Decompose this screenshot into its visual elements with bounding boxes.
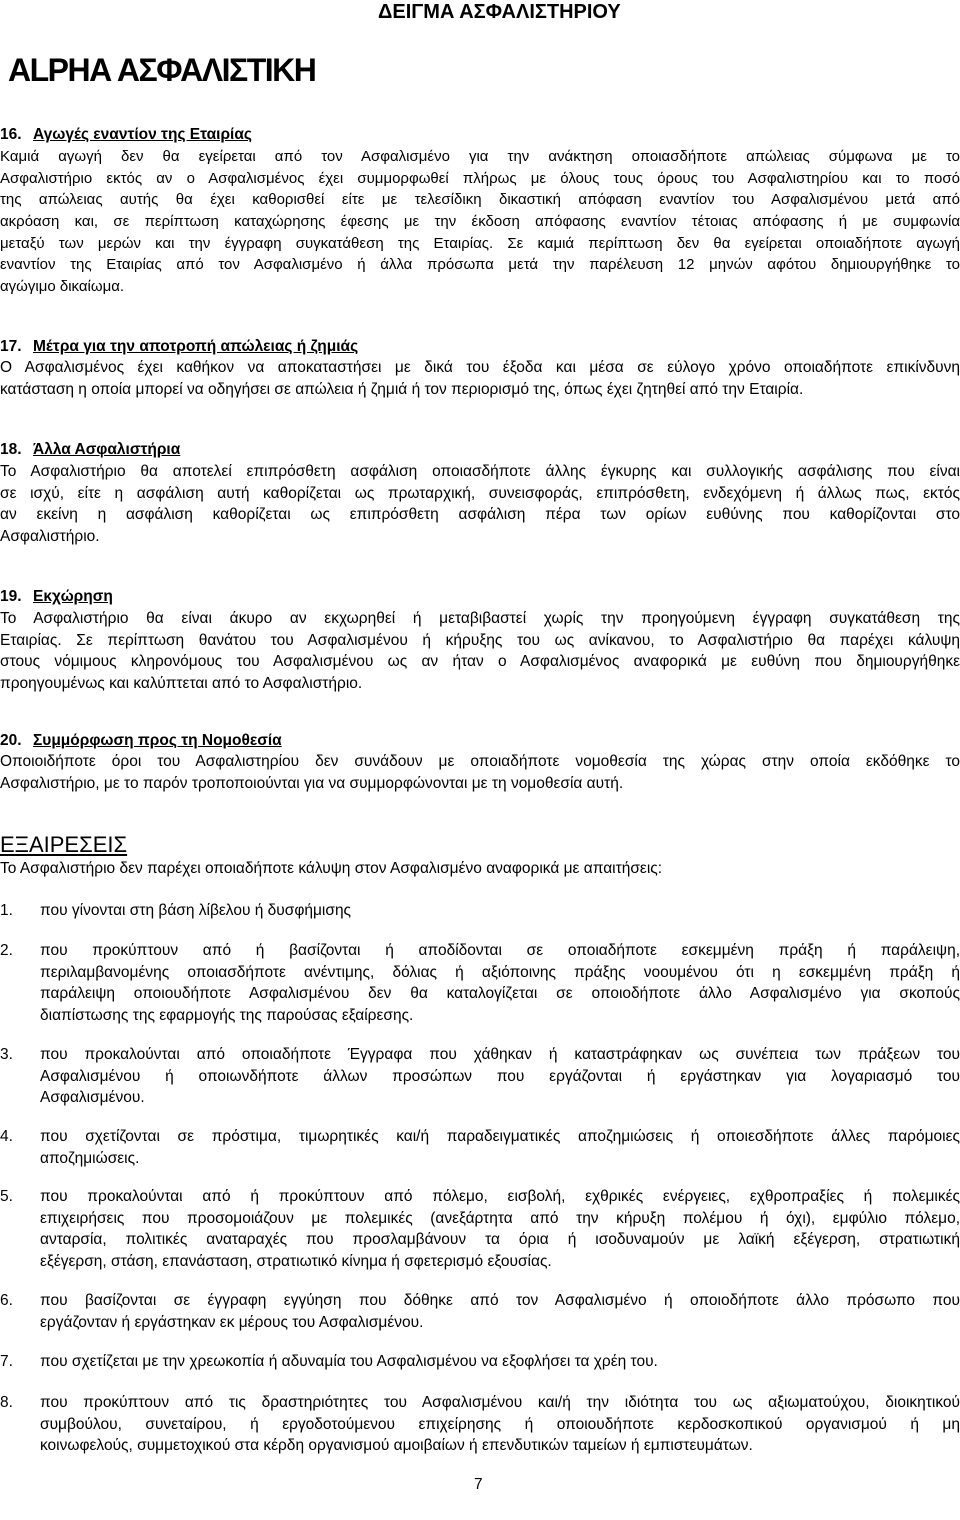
section-title: Μέτρα για την αποτροπή απώλειας ή ζημιάς	[33, 338, 359, 355]
exclusion-item	[0, 900, 960, 922]
paragraph-line: σε ισχύ, είτε η ασφάλιση αυτή καθορίζεται ως πρωταρχική, συνεισφοράς, επιπρόσθετη, ενδεχόμενη ή άλλως πως, εκτός	[0, 484, 960, 502]
item-line: που προκύπτουν από ή βασίζονται ή αποδίδονται σε οποιαδήποτε εσκεμμένη πράξη ή παράλειψη,	[40, 942, 960, 959]
item-line: που προκαλούνται από ή προκύπτουν από πόλεμο, εισβολή, εχθρικές ενέργειες, εχθροπραξίες ή πολεμικές	[40, 1188, 960, 1205]
company-logo: ALPHA ΑΣΦΑΛΙΣΤΙΚΗ	[8, 52, 316, 88]
item-line: αποζημιώσεις.	[40, 1149, 140, 1167]
item-number: 3.	[0, 1046, 13, 1063]
section-number: 19.	[0, 588, 22, 605]
section-18-heading	[0, 439, 960, 461]
exclusion-item	[0, 1351, 960, 1373]
document-title: ΔΕΙΓΜΑ ΑΣΦΑΛΙΣΤΗΡΙΟΥ	[378, 1, 621, 23]
item-number: 4.	[0, 1128, 13, 1145]
section-number: 16.	[0, 126, 22, 143]
item-number: 1.	[0, 902, 13, 919]
section-number: 20.	[0, 732, 22, 749]
page-number: 7	[474, 1476, 483, 1493]
exclusions-title: ΕΞΑΙΡΕΣΕΙΣ	[0, 832, 128, 857]
paragraph-line: της απώλειας αυτής θα έχει καθορισθεί είτε με τελεσίδικη δικαστική απόφαση εναντίον του Ασφαλισμένου μετά από	[0, 191, 960, 209]
item-line: που γίνονται στη βάση λίβελου ή δυσφήμισης	[40, 902, 352, 919]
section-16-paragraph	[0, 146, 960, 298]
paragraph-line: Ο Ασφαλισμένος έχει καθήκον να αποκαταστήσει με δικά του έξοδα και μέσα σε εύλογο χρόνο οποιαδήποτε επικίνδυνη	[0, 359, 960, 376]
paragraph-line: Ασφαλιστήριο εκτός αν ο Ασφαλισμένος έχει συμμορφωθεί πλήρως με όλους τους όρους του Ασφαλιστηρίου και το ποσό	[0, 169, 960, 187]
exclusion-item	[0, 1392, 960, 1457]
exclusion-item	[0, 1126, 960, 1169]
section-19-paragraph	[0, 608, 960, 695]
paragraph-line: μεταξύ των μερών και την έγγραφη συγκατάθεση της Εταιρίας. Σε καμιά περίπτωση δεν θα εγείρεται οποιαδήποτε αγωγή	[0, 234, 960, 252]
item-line: που προκύπτουν από τις δραστηριότητες του Ασφαλισμένου και/ή την ιδιότητα του ως αξιωματούχου, διοικητικού	[40, 1394, 960, 1411]
item-line: κοινωφελούς, συμμετοχικού στα κέρδη οργανισμού αμοιβαίων ή επενδυτικών ταμείων ή εμπιστευμάτων.	[40, 1437, 753, 1455]
item-line: επιχειρήσεις που προσομοιάζουν με πολεμικές (ανεξάρτητα από την κήρυξη πολέμου ή όχι), εμφύλιο πόλεμο,	[40, 1209, 960, 1227]
section-title: Συμμόρφωση προς τη Νομοθεσία	[33, 732, 282, 749]
section-20-heading	[0, 730, 960, 752]
section-19-heading	[0, 586, 960, 608]
section-title: Αγωγές εναντίον της Εταιρίας	[33, 126, 252, 143]
item-number: 7.	[0, 1353, 13, 1370]
item-line: που προκαλούνται από οποιαδήποτε Έγγραφα που χάθηκαν ή καταστράφηκαν ως συνέπεια των πράξεων του	[40, 1046, 960, 1063]
item-line: περιλαμβανομένης οποιασδήποτε ανέντιμης, δόλιας ή αξιόποινης πράξης νοουμένου ότι η εσκεμμένη πράξη ή	[40, 963, 960, 981]
paragraph-line: Το Ασφαλιστήριο θα αποτελεί επιπρόσθετη ασφάλιση οποιασδήποτε άλλης έγκυρης και συλλογικής ασφάλισης που είναι	[0, 463, 960, 480]
item-line: Ασφαλισμένου.	[40, 1089, 145, 1107]
paragraph-line: Το Ασφαλιστήριο θα είναι άκυρο αν εκχωρηθεί ή μεταβιβαστεί χωρίς την προηγούμενη έγγραφη συγκατάθεση της	[0, 610, 960, 627]
item-line: εργάζονταν ή εργάστηκαν εκ μέρους του Ασφαλισμένου.	[40, 1313, 424, 1331]
paragraph-line: Εταιρίας. Σε περίπτωση θανάτου του Ασφαλισμένου ή κήρυξης του ως ανίκανου, το Ασφαλιστήριο θα παρέχει κάλυψη	[0, 631, 960, 649]
exclusion-item	[0, 1186, 960, 1273]
section-title: Άλλα Ασφαλιστήρια	[33, 441, 181, 458]
paragraph-line: κατάσταση η οποία μπορεί να οδηγήσει σε απώλεια ή ζημιά ή τον περιορισμό της, όπως έχει ζητηθεί από την Εταιρία.	[0, 380, 804, 398]
exclusion-item	[0, 1044, 960, 1109]
item-line: που σχετίζονται σε πρόστιμα, τιμωρητικές και/ή παραδειγματικές αποζημιώσεις ή οποιεσδήποτε άλλες παρόμοιες	[40, 1128, 960, 1145]
item-line: διαπίστωσης της εφαρμογής της παρούσας εξαίρεσης.	[40, 1007, 414, 1025]
item-line: εξέγερση, στάση, επανάσταση, στρατιωτικό κίνημα ή σφετερισμό εξουσίας.	[40, 1253, 552, 1271]
exclusions-intro	[0, 858, 960, 880]
item-line: που βασίζονται σε έγγραφη εγγύηση που δόθηκε από τον Ασφαλισμένο ή οποιοδήποτε άλλο πρόσωπο που	[40, 1292, 960, 1309]
section-20-paragraph	[0, 751, 960, 794]
paragraph-line: Ασφαλιστήριο, με το παρόν τροποποιούνται για να συμμορφώνονται με τη νομοθεσία αυτή.	[0, 774, 624, 792]
paragraph-line: Καμιά αγωγή δεν θα εγείρεται από τον Ασφαλισμένο για την ανάκτηση οποιασδήποτε απώλειας σύμφωνα με το	[0, 148, 960, 165]
section-title: Εκχώρηση	[33, 588, 113, 605]
paragraph-line: αγώγιμο δικαίωμα.	[0, 278, 125, 296]
paragraph-line: αν εκείνη η ασφάλιση καθορίζεται ως επιπρόσθετη ασφάλιση πέρα των ορίων ευθύνης που καθορίζονται στο	[0, 506, 960, 524]
item-number: 5.	[0, 1188, 13, 1205]
item-line: ανταρσία, πολιτικές αναταραχές που προσλαμβάνουν τα όρια ή ισοδυναμούν με λαϊκή εξέγερση, στρατιωτική	[40, 1231, 960, 1249]
paragraph-line: Ασφαλιστήριο.	[0, 528, 100, 546]
paragraph-line: Το Ασφαλιστήριο δεν παρέχει οποιαδήποτε κάλυψη στον Ασφαλισμένο αναφορικά με απαιτήσεις:	[0, 860, 663, 877]
section-17-heading	[0, 336, 960, 358]
item-line: συμβούλου, συνεταίρου, ή εργοδοτούμενου επιχείρησης ή οποιουδήποτε κερδοσκοπικού οργανισμού ή μη	[40, 1415, 960, 1433]
section-number: 18.	[0, 441, 22, 458]
paragraph-line: εναντίον της Εταιρίας από τον Ασφαλισμένο ή άλλα πρόσωπα μετά την παρέλευση 12 μηνών αφότου δημιουργήθηκε το	[0, 256, 960, 274]
paragraph-line: Οποιοιδήποτε όροι του Ασφαλιστηρίου δεν συνάδουν με οποιαδήποτε νομοθεσία της χώρας στην οποία εκδόθηκε το	[0, 753, 960, 770]
section-18-paragraph	[0, 461, 960, 548]
section-17-paragraph	[0, 357, 960, 400]
exclusion-item	[0, 1290, 960, 1333]
item-number: 6.	[0, 1292, 13, 1309]
paragraph-line: ακρόαση και, σε περίπτωση καταχώρησης έφεσης με την έκδοση απόφασης εναντίον τέτοιας απόφασης ή με συμφωνία	[0, 213, 960, 231]
item-number: 2.	[0, 942, 13, 959]
paragraph-line: στους νόμιμους κληρονόμους του Ασφαλισμένου ως αν ήταν ο Ασφαλισμένος αναφορικά με ευθύνη που δημιουργήθηκε	[0, 653, 960, 671]
item-line: Ασφαλισμένου ή οποιωνδήποτε άλλων προσώπων που εργάζονται ή εργάστηκαν για λογαριασμό του	[40, 1067, 960, 1085]
item-line: παράλειψη οποιουδήποτε Ασφαλισμένου δεν θα καταλογίζεται σε οποιοδήποτε άλλο Ασφαλισμένο για σκοπούς	[40, 985, 960, 1003]
item-number: 8.	[0, 1394, 13, 1411]
paragraph-line: προηγουμένως και καλύπτεται από το Ασφαλιστήριο.	[0, 675, 363, 693]
item-line: που σχετίζεται με την χρεωκοπία ή αδυναμία του Ασφαλισμένου να εξοφλήσει τα χρέη του.	[40, 1353, 658, 1370]
exclusion-item	[0, 940, 960, 1027]
section-16-heading	[0, 124, 960, 146]
section-number: 17.	[0, 338, 22, 355]
